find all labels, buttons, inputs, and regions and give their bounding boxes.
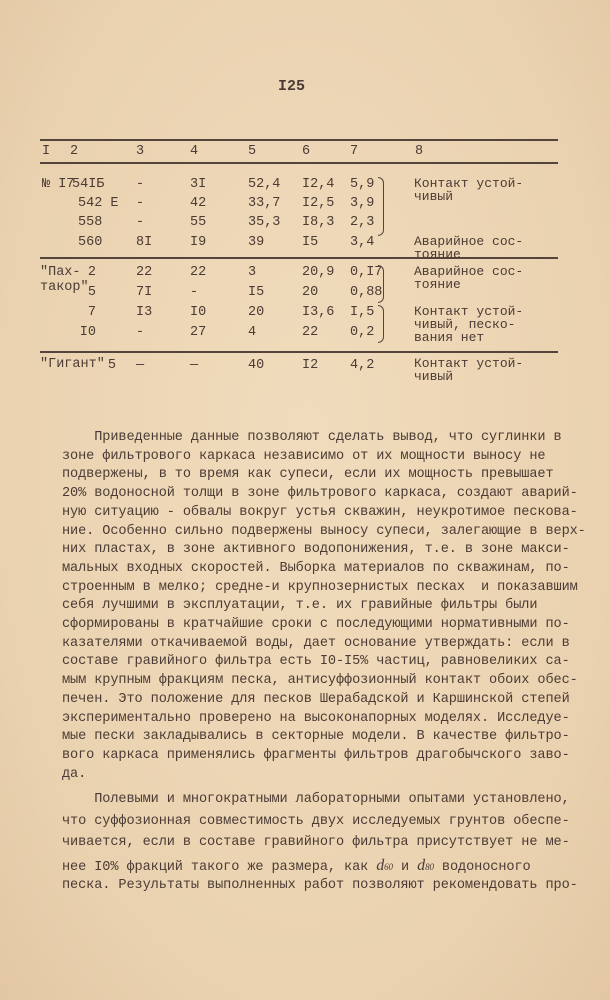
table-cell: 3,9	[350, 196, 375, 211]
table-cell: 0,2	[350, 325, 375, 340]
table-cell: -	[136, 325, 145, 340]
table-cell: 3,4	[350, 235, 375, 250]
page-number: I25	[278, 78, 306, 95]
table-cell: 0,88	[350, 285, 383, 300]
text-span: водоносного	[433, 859, 531, 875]
column-header: I	[42, 144, 51, 159]
paragraph-line: чивается, если в составе гравийного фильтра присутствует не ме-	[62, 835, 570, 850]
table-cell: I5	[302, 235, 319, 250]
paragraph-line: песка. Результаты выполненных работ позволяют рекомендовать про-	[62, 878, 578, 893]
paragraph-line: подвержены, в то время как супеси, если их мощность превышает	[62, 467, 554, 483]
table-rule	[40, 139, 558, 141]
table-cell: I2	[302, 358, 319, 373]
paragraph-line: да.	[62, 766, 87, 782]
paragraph-line: ние. Особенно сильно подвержены выносу супеси, залегающие в верх-	[62, 523, 586, 539]
text-span: и	[392, 859, 418, 875]
paragraph-line: что суффозионная совместимость двух исследуемых грунтов обеспе-	[62, 813, 570, 829]
table-cell: 0,I7	[350, 265, 383, 280]
table-cell: 22	[190, 265, 207, 280]
paragraph-line: мальных входных скоростей. Выборка материалов по скважинам, по-	[62, 560, 570, 576]
table-cell: 20	[248, 305, 265, 320]
table-cell: 2,3	[350, 215, 375, 230]
group-label: такор"	[40, 280, 89, 295]
bracket-brace	[378, 177, 384, 236]
paragraph-line	[62, 857, 531, 875]
paragraph-line: себя лучшими в эксплуатации, т.е. их гравийные фильтры были	[62, 598, 538, 614]
group-label: "Гигант"	[40, 357, 105, 372]
paragraph-line: ную ситуацию - обвалы вокруг устья скважин, неукротимое пескова-	[62, 504, 578, 520]
table-cell: 27	[190, 325, 207, 340]
paragraph-line: печен. Это положение для песков Шерабадской и Каршинской степей	[62, 691, 570, 707]
column-header: 8	[415, 144, 424, 159]
column-header: 7	[350, 144, 359, 159]
remark-note: Контакт устой- чивый	[414, 176, 524, 204]
table-cell: 54IБ	[72, 177, 105, 192]
table-cell: 52,4	[248, 177, 281, 192]
paragraph-line: них пластах, в зоне активного водопонижения, т.е. в зоне макси-	[62, 542, 570, 558]
table-cell: I2,4	[302, 177, 335, 192]
table-cell: -	[136, 177, 145, 192]
paragraph-line: сформированы в кратчайшие сроки с последующими нормативными по-	[62, 617, 570, 632]
table-cell: 7I	[136, 285, 153, 300]
table-cell: —	[190, 358, 199, 373]
paragraph-line: мые пески закладывались в секторные модели. В качестве фильтро-	[62, 729, 570, 745]
table-cell: 5	[87, 285, 96, 300]
table-cell: 22	[136, 265, 153, 280]
paragraph-line: зоне фильтрового каркаса независимо от их мощности выносу не	[62, 448, 546, 464]
group-label: "Пах-	[40, 265, 81, 280]
table-cell: I0	[190, 305, 207, 320]
subscript: 60	[384, 861, 393, 872]
table-cell: 22	[302, 325, 319, 340]
bracket-brace	[378, 305, 384, 343]
table-cell: 33,7	[248, 196, 281, 211]
column-header: 4	[190, 144, 199, 159]
table-cell: I3,6	[302, 305, 335, 320]
remark-note: Аварийное сос- тояние	[414, 264, 524, 292]
d60-symbol	[376, 857, 393, 874]
paragraph-line: казателями откачиваемой воды, дает основание утверждать: если в	[62, 635, 570, 651]
table-cell: 8I	[136, 235, 153, 250]
remark-note: Контакт устой- чивый	[414, 356, 524, 384]
table-cell: —	[136, 358, 145, 373]
paragraph-line: Приведенные данные позволяют сделать вывод, что суглинки в	[62, 430, 562, 445]
table-cell: -	[190, 285, 199, 300]
table-cell: I8,3	[302, 215, 335, 230]
table-rule	[40, 351, 558, 353]
bracket-brace	[378, 265, 384, 303]
table-cell: -	[136, 215, 145, 230]
paragraph-line: мым крупным фракциям песка, антисуффозионный контакт обоих обес-	[62, 673, 578, 689]
column-header: 6	[302, 144, 311, 159]
table-cell: 3	[248, 265, 257, 280]
table-cell: 4	[248, 325, 257, 340]
remark-note: Контакт устой- чивый, песко- вания нет	[414, 304, 524, 345]
table-cell: 2	[87, 265, 96, 280]
table-cell: 542 Е	[78, 196, 119, 211]
table-cell: 35,3	[248, 215, 281, 230]
group-label: № I7	[42, 177, 75, 192]
table-cell: 558	[78, 215, 103, 230]
table-cell: 7	[87, 305, 96, 320]
table-cell: 39	[248, 235, 265, 250]
paragraph-line: составе гравийного фильтра есть I0-I5% частиц, равновеликих са-	[62, 654, 570, 670]
paragraph-line: вого каркаса применялись фрагменты фильтров драгобычского заво-	[62, 747, 570, 763]
table-cell: 55	[190, 215, 207, 230]
table-cell: I2,5	[302, 196, 335, 211]
table-cell: 40	[248, 358, 265, 373]
d80-symbol	[417, 857, 434, 874]
remark-note: Аварийное сос- тояние	[414, 234, 524, 262]
subscript: 80	[425, 861, 434, 872]
table-cell: 42	[190, 196, 207, 211]
table-cell: -	[136, 196, 145, 211]
table-cell: 4,2	[350, 358, 375, 373]
column-header: 2	[70, 144, 79, 159]
column-header: 5	[248, 144, 257, 159]
table-cell: 5	[107, 358, 116, 373]
table-cell: 20	[302, 285, 319, 300]
text-span: нее I0% фракций такого же размера, как	[62, 859, 377, 875]
table-cell: 3I	[190, 177, 207, 192]
paragraph-line: экспериментально проверено на высоконапорных моделях. Исследуе-	[62, 710, 570, 726]
paragraph-line: Полевыми и многократными лабораторными опытами установлено,	[62, 792, 570, 807]
paragraph-line: строенным в мелко; средне-и крупнозернистых песках и показавшим	[62, 579, 578, 595]
table-cell: 560	[78, 235, 103, 250]
table-cell: I3	[136, 305, 153, 320]
d-letter: d	[376, 856, 385, 874]
table-cell: I,5	[350, 305, 375, 320]
d-letter: d	[417, 856, 426, 874]
table-cell: 20,9	[302, 265, 335, 280]
paragraph-line: 20% водоносной толщи в зоне фильтрового каркаса, создают аварий-	[62, 486, 578, 502]
table-cell: I5	[248, 285, 265, 300]
column-header: 3	[136, 144, 145, 159]
table-cell: 5,9	[350, 177, 375, 192]
table-rule	[40, 162, 558, 164]
table-cell: I0	[79, 325, 96, 340]
table-cell: I9	[190, 235, 207, 250]
